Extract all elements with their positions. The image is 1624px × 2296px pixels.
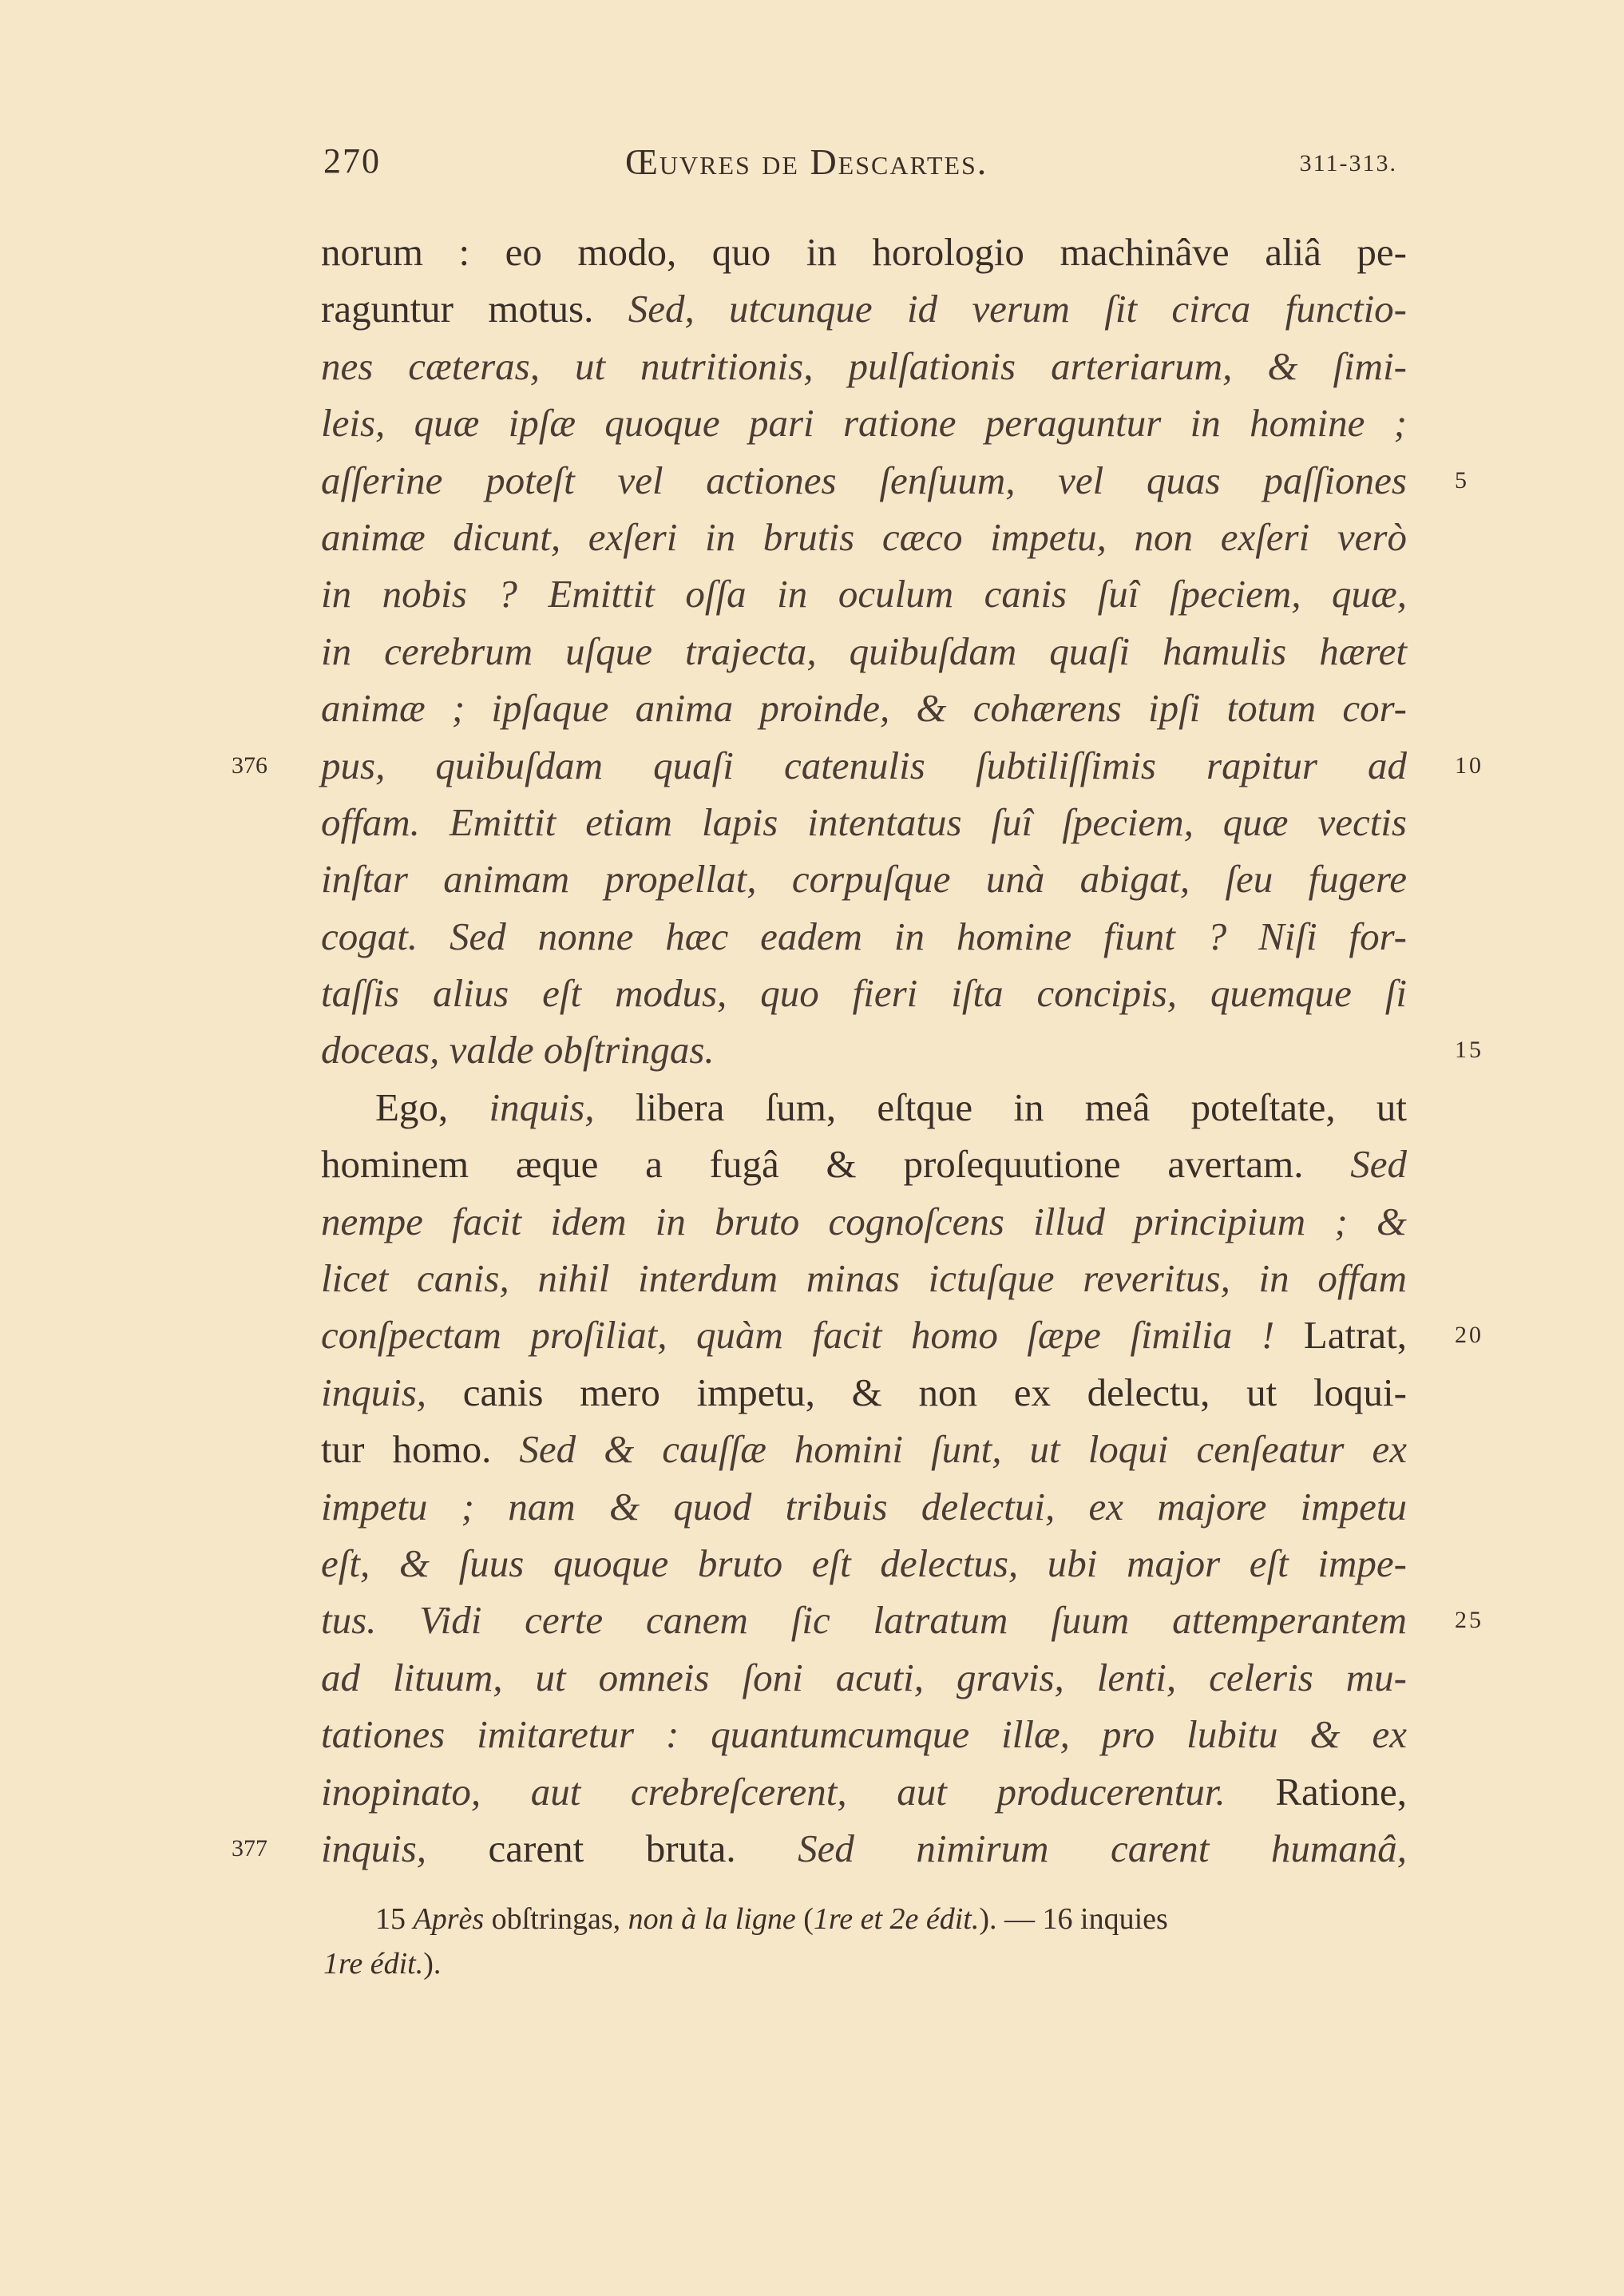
line-number: 10 — [1455, 751, 1483, 779]
footnote-italic: non à la ligne — [628, 1902, 796, 1936]
italic-text: conſpectam proſiliat, quàm facit homo ſæpe ſimilia ! — [321, 1313, 1304, 1358]
roman-text: carent bruta. — [426, 1826, 798, 1870]
footnotes — [323, 1897, 1409, 1986]
italic-text: inquis, — [489, 1085, 595, 1129]
italic-text: animæ dicunt, exſeri in brutis cæco impetu, non exſeri verò — [321, 514, 1407, 559]
italic-text: tationes imitaretur : quantumcumque illæ, pro lubitu & ex — [321, 1712, 1407, 1757]
text-line — [321, 1421, 1407, 1477]
section-reference: 311-313. — [1299, 150, 1397, 176]
italic-text: eſt, & ſuus quoque bruto eſt delectus, ubi major eſt impe- — [321, 1541, 1407, 1585]
text-line — [321, 1364, 1407, 1421]
italic-text: in cerebrum uſque trajecta, quibuſdam quaſi hamulis hæret — [321, 629, 1407, 673]
italic-text: inquis, — [321, 1826, 427, 1870]
text-line — [321, 794, 1407, 851]
text-line — [321, 1250, 1407, 1307]
italic-text: leis, quæ ipſæ quoque pari ratione peraguntur in homine ; — [321, 401, 1407, 446]
italic-text: Sed nimirum carent humanâ, — [798, 1826, 1407, 1870]
line-number: 20 — [1455, 1322, 1483, 1349]
line-number: 25 — [1455, 1607, 1483, 1634]
italic-text: doceas, valde obſtringas. — [321, 1028, 715, 1073]
roman-text: tur homo. — [321, 1427, 520, 1472]
roman-text: Latrat, — [1303, 1313, 1407, 1358]
italic-text: offam. Emittit etiam lapis intentatus ſuî ſpeciem, quæ vectis — [321, 799, 1407, 844]
italic-text: nes cæteras, ut nutritionis, pulſationis arteriarum, & ſimi- — [321, 343, 1407, 388]
footnote-text: 15 — [375, 1902, 414, 1936]
footnote-line — [323, 1897, 1409, 1941]
italic-text: in nobis ? Emittit oſſa in oculum canis ſuî ſpeciem, quæ, — [321, 572, 1407, 617]
text-line — [321, 1193, 1407, 1250]
italic-text: nempe facit idem in bruto cognoſcens illud principium ; & — [321, 1199, 1407, 1243]
text-line — [321, 452, 1469, 509]
italic-text: tus. Vidi certe canem ſic latratum ſuum attemperantem — [321, 1598, 1407, 1643]
text-line — [321, 623, 1407, 680]
footnote-text: ( — [795, 1902, 814, 1936]
text-line — [321, 395, 1407, 451]
roman-text: canis mero impetu, & non ex delectu, ut loqui- — [426, 1370, 1407, 1414]
italic-text: inopinato, aut crebreſcerent, aut producerentur. — [321, 1769, 1276, 1814]
text-line — [321, 908, 1407, 965]
text-line — [321, 1535, 1407, 1592]
footnote-text: obſtringas, — [484, 1902, 628, 1936]
text-line — [321, 280, 1407, 337]
text-line — [321, 1763, 1407, 1820]
text-line — [321, 1136, 1407, 1192]
text-line — [321, 1079, 1407, 1136]
footnote-line — [323, 1941, 1409, 1986]
italic-text: Sed & cauſſæ homini ſunt, ut loqui cenſeatur ex — [519, 1427, 1407, 1472]
italic-text: Sed, utcunque id verum ſit circa functio- — [628, 287, 1407, 331]
edition-page-marker: 377 — [232, 1834, 267, 1862]
roman-text: raguntur motus. — [321, 287, 628, 331]
italic-text: pus, quibuſdam quaſi catenulis ſubtiliſſimis rapitur ad — [321, 743, 1407, 787]
line-number: 5 — [1455, 466, 1469, 494]
italic-text: taſſis alius eſt modus, quo fieri iſta concipis, quemque ſi — [321, 971, 1407, 1016]
footnote-text: ). — 16 inquies — [979, 1902, 1168, 1936]
roman-text: norum : eo modo, quo in horologio machinâve aliâ pe- — [321, 230, 1407, 274]
page-header — [323, 141, 1401, 204]
line-number: 15 — [1455, 1037, 1483, 1064]
text-line — [232, 1820, 1407, 1877]
text-line — [321, 1706, 1407, 1763]
text-line — [321, 1478, 1407, 1535]
roman-text: Ego, — [375, 1085, 489, 1129]
text-line — [321, 338, 1407, 395]
italic-text: ad lituum, ut omneis ſoni acuti, gravis, lenti, celeris mu- — [321, 1655, 1407, 1699]
italic-text: inquis, — [321, 1370, 427, 1414]
footnote-italic: Après — [413, 1902, 485, 1936]
footnote-italic: 1re et 2e édit. — [813, 1902, 980, 1936]
footnote-text: ). — [423, 1947, 442, 1981]
text-line — [232, 737, 1483, 794]
text-line — [321, 565, 1407, 622]
text-line — [321, 509, 1407, 565]
text-line — [321, 224, 1407, 280]
italic-text: impetu ; nam & quod tribuis delectui, ex majore impetu — [321, 1484, 1407, 1529]
text-line — [321, 1021, 1483, 1078]
text-line — [321, 1649, 1407, 1706]
text-line — [321, 965, 1407, 1021]
text-line — [321, 851, 1407, 907]
text-line — [321, 680, 1407, 736]
footnote-italic: 1re édit. — [323, 1947, 424, 1981]
italic-text: Sed — [1350, 1142, 1407, 1187]
text-line — [321, 1307, 1483, 1363]
italic-text: inſtar animam propellat, corpuſque unà abigat, ſeu fugere — [321, 857, 1407, 902]
italic-text: licet canis, nihil interdum minas ictuſque reveritus, in offam — [321, 1256, 1407, 1301]
italic-text: aſſerine poteſt vel actiones ſenſuum, vel quas paſſiones — [321, 458, 1407, 502]
edition-page-marker: 376 — [232, 751, 267, 779]
text-line — [321, 1592, 1483, 1648]
body-text — [232, 224, 1483, 1877]
roman-text: Ratione, — [1275, 1769, 1407, 1814]
page-number: 270 — [323, 141, 381, 180]
italic-text: animæ ; ipſaque anima proinde, & cohærens ipſi totum cor- — [321, 686, 1407, 731]
running-title: Œuvres de Descartes. — [625, 141, 988, 182]
roman-text: libera ſum, eſtque in meâ poteſtate, ut — [594, 1085, 1407, 1129]
roman-text: hominem æque a fugâ & proſequutione avertam. — [321, 1142, 1351, 1187]
italic-text: cogat. Sed nonne hæc eadem in homine fiunt ? Niſi for- — [321, 914, 1407, 958]
